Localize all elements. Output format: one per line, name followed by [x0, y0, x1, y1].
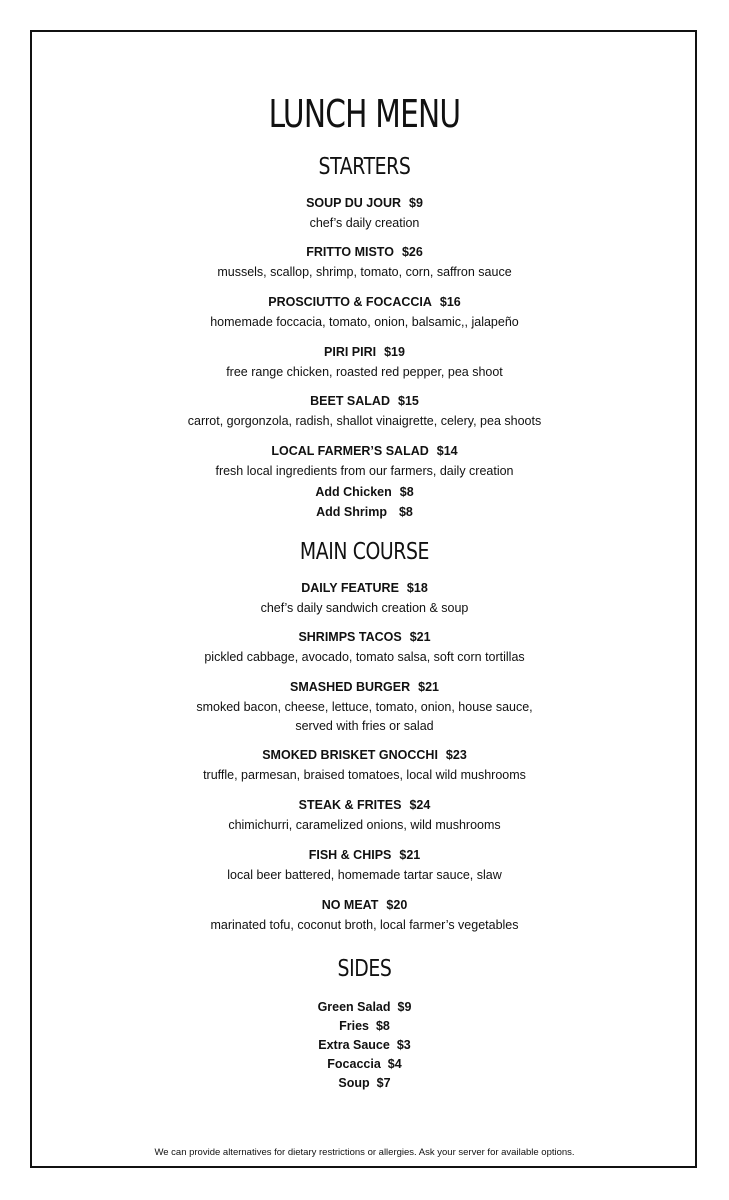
side-price: $8 — [375, 1019, 390, 1033]
item-description: pickled cabbage, avocado, tomato salsa, soft corn tortillas — [204, 650, 525, 664]
item-description: homemade foccacia, tomato, onion, balsamic,, jalapeño — [210, 315, 519, 329]
menu-item-name — [0, 195, 729, 211]
menu-item-name — [0, 344, 729, 360]
menu-item-name — [0, 580, 729, 596]
item-price: $16 — [439, 295, 461, 309]
item-description: fresh local ingredients from our farmers, daily creation — [215, 464, 514, 478]
item-description: chef’s daily sandwich creation & soup — [260, 601, 469, 615]
menu-item-name — [0, 847, 729, 863]
item-name: STEAK & FRITES — [298, 798, 402, 812]
menu-item-name — [0, 244, 729, 260]
item-name: SOUP DU JOUR — [306, 196, 402, 210]
addon-name: Add Shrimp — [316, 505, 387, 519]
item-description: chef’s daily creation — [309, 216, 420, 230]
dietary-footnote: We can provide alternatives for dietary restrictions or allergies. Ask your server for available options. — [154, 1147, 575, 1158]
addon-price: $8 — [399, 485, 414, 499]
menu-item-name — [0, 897, 729, 913]
item-description: local beer battered, homemade tartar sauce, slaw — [227, 868, 502, 882]
side-price: $3 — [396, 1038, 411, 1052]
item-description: free range chicken, roasted red pepper, pea shoot — [226, 365, 503, 379]
menu-item-name — [0, 629, 729, 645]
menu-title: LUNCH MENU — [268, 92, 461, 136]
side-item — [0, 1056, 729, 1072]
item-name: SMASHED BURGER — [289, 680, 411, 694]
addon-price: $8 — [398, 505, 413, 519]
side-item — [0, 1037, 729, 1053]
item-description: truffle, parmesan, braised tomatoes, local wild mushrooms — [203, 768, 526, 782]
side-item — [0, 1075, 729, 1091]
item-description: served with fries or salad — [295, 719, 434, 733]
item-price: $23 — [445, 748, 467, 762]
section-heading-main-course: MAIN COURSE — [299, 539, 430, 565]
item-price: $18 — [406, 581, 428, 595]
item-price: $24 — [409, 798, 431, 812]
section-heading-sides: SIDES — [337, 956, 392, 982]
side-price: $4 — [387, 1057, 402, 1071]
item-price: $15 — [398, 394, 419, 408]
side-item — [0, 1018, 729, 1034]
addon-item — [0, 504, 729, 520]
item-description: mussels, scallop, shrimp, tomato, corn, saffron sauce — [217, 265, 512, 279]
menu-item-name — [0, 747, 729, 763]
item-price: $20 — [386, 898, 408, 912]
item-description: marinated tofu, coconut broth, local farmer’s vegetables — [210, 918, 519, 932]
section-heading-starters: STARTERS — [318, 154, 411, 180]
menu-item-name — [0, 443, 729, 459]
item-price: $19 — [384, 345, 405, 359]
side-name: Extra Sauce — [318, 1038, 390, 1052]
item-price: $21 — [399, 848, 421, 862]
item-price: $21 — [409, 630, 431, 644]
item-name: LOCAL FARMER’S SALAD — [271, 444, 429, 458]
menu-item-name — [0, 679, 729, 695]
item-description: chimichurri, caramelized onions, wild mushrooms — [228, 818, 501, 832]
item-name: DAILY FEATURE — [301, 581, 399, 595]
side-name: Focaccia — [327, 1057, 381, 1071]
item-name: FRITTO MISTO — [306, 245, 394, 259]
menu-item-name — [0, 797, 729, 813]
addon-item — [0, 484, 729, 500]
side-price: $7 — [376, 1076, 391, 1090]
item-price: $26 — [401, 245, 423, 259]
item-name: NO MEAT — [321, 898, 379, 912]
addon-name: Add Chicken — [315, 485, 392, 499]
item-description: carrot, gorgonzola, radish, shallot vinaigrette, celery, pea shoots — [187, 414, 542, 428]
item-name: SHRIMPS TACOS — [298, 630, 402, 644]
item-name: PROSCIUTTO & FOCACCIA — [268, 295, 432, 309]
side-name: Soup — [338, 1076, 370, 1090]
side-price: $9 — [397, 1000, 412, 1014]
item-name: PIRI PIRI — [324, 345, 377, 359]
item-name: FISH & CHIPS — [308, 848, 392, 862]
item-name: BEET SALAD — [310, 394, 390, 408]
item-description: smoked bacon, cheese, lettuce, tomato, onion, house sauce, — [196, 700, 533, 714]
side-item — [0, 999, 729, 1015]
item-price: $21 — [418, 680, 439, 694]
menu-item-name — [0, 393, 729, 409]
side-name: Fries — [339, 1019, 369, 1033]
item-price: $14 — [436, 444, 458, 458]
side-name: Green Salad — [317, 1000, 391, 1014]
item-price: $9 — [409, 196, 423, 210]
menu-item-name — [0, 294, 729, 310]
item-name: SMOKED BRISKET GNOCCHI — [262, 748, 438, 762]
